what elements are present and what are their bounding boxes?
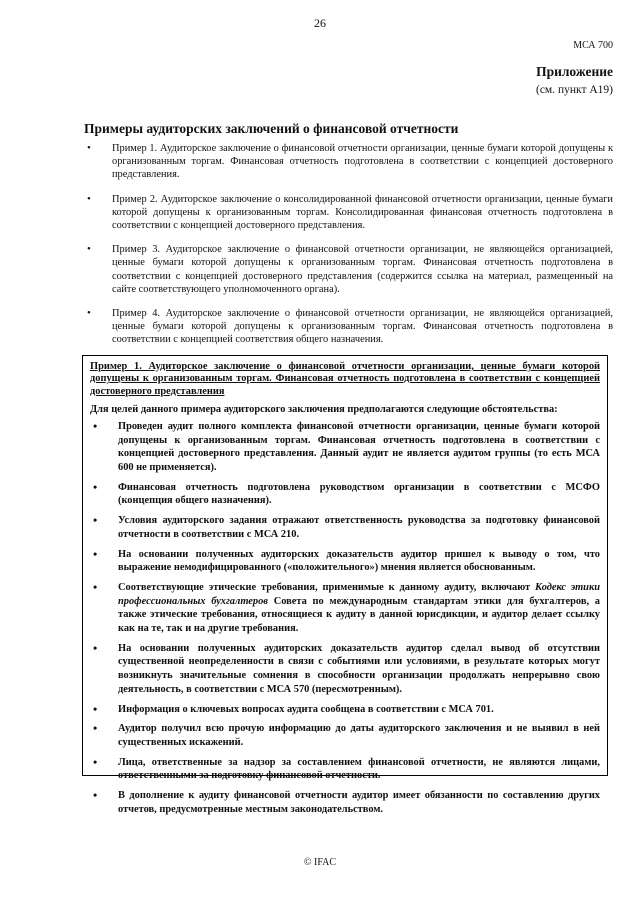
examples-list (86, 142, 613, 358)
circumstance-item: • Финансовая отчетность подготовлена руководством организации в соответствии с МСФО (концепция общего назначения). (90, 481, 600, 508)
example-1-box (82, 355, 608, 815)
circumstance-item: • Проведен аудит полного комплекта финансовой отчетности организации, ценные бумаги которой допущены к организованным торгам. Финансовая отчетность подготовлена в соответствии с концепцией достоверного представления. Данный аудит не является аудитом группы (то есть МСА 600 не применяется). (90, 420, 600, 475)
appendix-title: Приложение (536, 64, 613, 79)
circumstance-item-ethics (90, 581, 600, 636)
example-item-3: • Пример 3. Аудиторское заключение о финансовой отчетности организации, не являющейся организацией, ценные бумаги которой допущены к организованным торгам. Финансовая отчетность подготовлена в соответствии с концепцией достоверного представления (содержится ссылка на материал, размещенный на сайте соответствующего уполномоченного органа). (86, 243, 613, 295)
circumstance-item: • В дополнение к аудиту финансовой отчетности аудитор имеет обязанности по составлению других отчетов, предусмотренные местным законодательством. (90, 789, 600, 816)
circumstance-item: • Условия аудиторского задания отражают ответственность руководства за подготовку финансовой отчетности в соответствии с МСА 210. (90, 514, 600, 541)
box-intro: Для целей данного примера аудиторского заключения предполагаются следующие обстоятельства: (90, 403, 558, 415)
ethics-code-title: Кодекс этики профессиональных бухгалтеров (118, 581, 600, 607)
section-heading: Примеры аудиторских заключений о финансовой отчетности (84, 121, 459, 136)
example-item-1: • Пример 1. Аудиторское заключение о финансовой отчетности организации, ценные бумаги которой допущены к организованным торгам. Финансовая отчетность подготовлена в соответствии с концепцией достоверного представления. (86, 142, 613, 181)
circumstance-item: • Лица, ответственные за надзор за составлением финансовой отчетности, не являются лицами, ответственными за подготовку финансовой отчетности. (90, 756, 600, 783)
circumstance-item: • Аудитор получил всю прочую информацию до даты аудиторского заключения и не выявил в ней существенных искажений. (90, 722, 600, 749)
footer-copyright: © IFAC (303, 857, 337, 868)
page-number: 26 (314, 16, 326, 30)
circumstances-list (90, 420, 600, 817)
circumstance-item: • Информация о ключевых вопросах аудита сообщена в соответствии с МСА 701. (90, 703, 600, 717)
box-title: Пример 1. Аудиторское заключение о финансовой отчетности организации, ценные бумаги которой допущены к организованным торгам. Финансовая отчетность подготовлена в соответствии с концепцией достоверного представления (90, 361, 600, 397)
ethics-text-before: Соответствующие этические требования, применимые к данному аудиту, включают (118, 581, 536, 593)
circumstance-item: • На основании полученных аудиторских доказательств аудитор сделал вывод об отсутствии существенной неопределенности в связи с событиями или условиями, в результате которых могут возникнуть значительные сомнения в способности организации продолжать непрерывно свою деятельность, в соответствии с МСА 570 (пересмотренным). (90, 642, 600, 697)
ethics-text-after: Совета по международным стандартам этики для бухгалтеров, а также этические требования, относящиеся к аудиту в данной юрисдикции, и аудитор делает ссылку как на те, так и на другие требования. (118, 595, 600, 635)
standard-label: МСА 700 (573, 40, 613, 51)
example-item-4: • Пример 4. Аудиторское заключение о финансовой отчетности организации, не являющейся организацией, ценные бумаги которой допущены к организованным торгам. Финансовая отчетность подготовлена в соответствии с концепцией соответствия общего назначения. (86, 307, 613, 346)
appendix-reference: (см. пункт A19) (536, 84, 613, 96)
circumstance-item: • На основании полученных аудиторских доказательств аудитор пришел к выводу о том, что выражение немодифицированного («положительного») мнения является обоснованным. (90, 548, 600, 575)
example-item-2: • Пример 2. Аудиторское заключение о консолидированной финансовой отчетности организации, ценные бумаги которой допущены к организованным торгам. Консолидированная финансовая отчетность подготовлена в соответствии с концепцией достоверного представления. (86, 193, 613, 232)
